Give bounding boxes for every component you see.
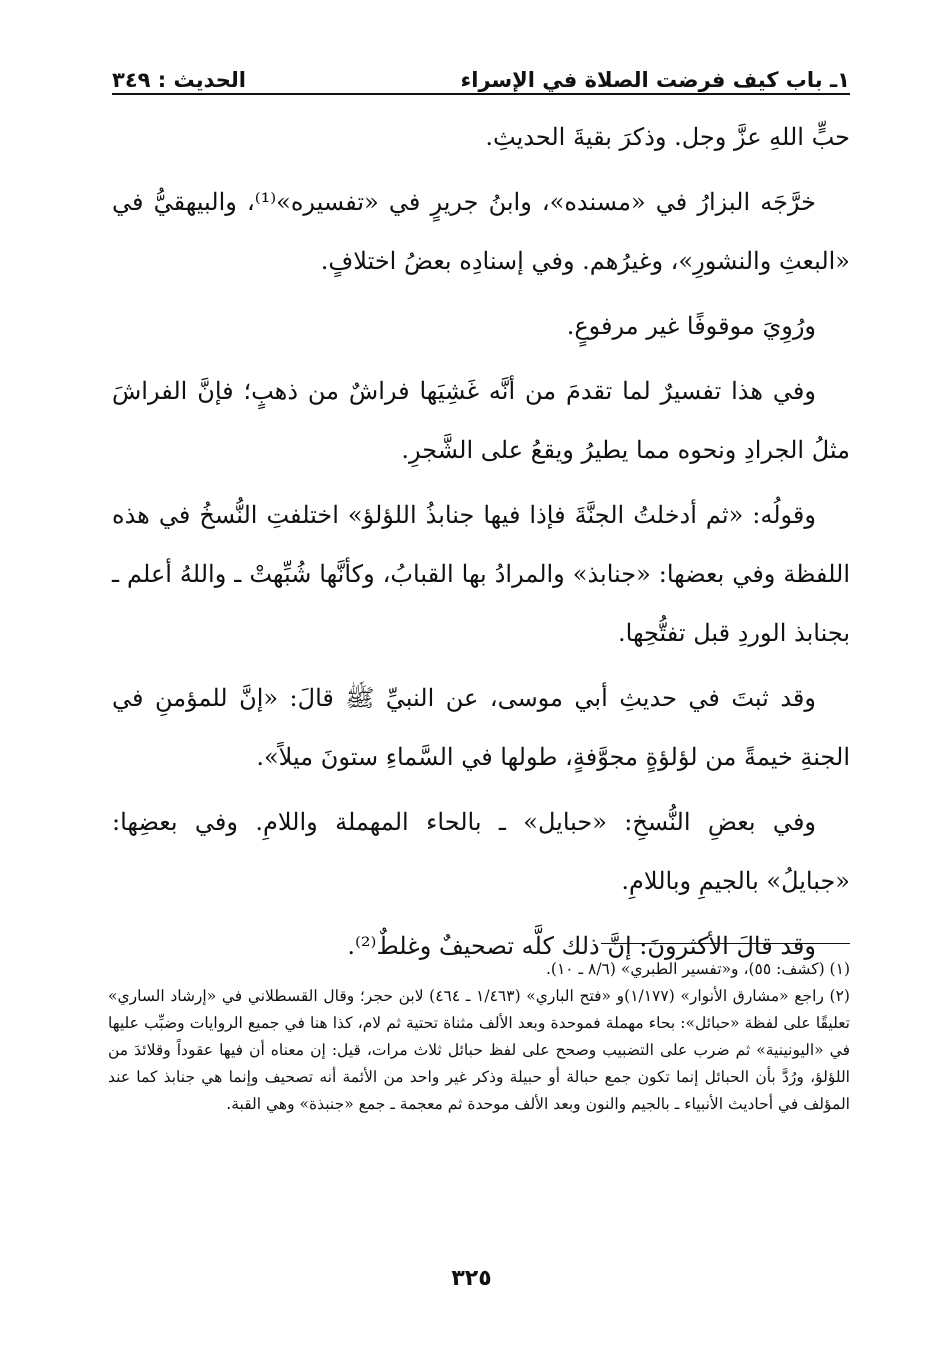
footnote-1: (١) (كشف: ٥٥)، و«تفسير الطبري» (٨/٦ ـ ١٠). <box>545 960 850 978</box>
footnote-2: (٢) راجع «مشارق الأنوار» (١/١٧٧)و «فتح الباري» (١/٤٦٣ ـ ٤٦٤) لابن حجر؛ وقال القسطلاني في «إرشاد الساري» تعليقًا على لفظة «حبائل»: بحاء مهملة فموحدة وبعد الألف مثناة تحتية ثم لام، كذا هنا في جميع الروايات وضبِّب عليها في «اليونينية» ثم ضرب على التضبيب وصحح على لفظ حبائل ثلاث مرات، قيل: إن معناه أن فيها عقوداً وقلائدَ من اللؤلؤ، ورُدَّ بأن الحبائل إنما تكون جمع حبالة أو حبيلة وذكر غير واحد من الأئمة أنه تصحيف وإنما هي جنابذ كما عند المؤلف في أحاديث الأنبياء ـ بالجيم والنون وبعد الألف موحدة ثم معجمة ـ جمع «جنبذة» وهي القبة. <box>108 987 850 1113</box>
paragraph: وفي بعضِ النُّسخِ: «حبايل» ـ بالحاء المهملة واللامِ. وفي بعضِها: «جبايلُ» بالجيمِ وباللامِ. <box>112 808 850 895</box>
footnote-divider <box>601 943 850 944</box>
chapter-title: ١ـ باب كيف فرضت الصلاة في الإسراء <box>460 68 850 92</box>
paragraph: وقد ثبتَ في حديثِ أبي موسى، عن النبيِّ ﷺ قالَ: «إنَّ للمؤمنِ في الجنةِ خيمةً من لؤلؤةٍ مجوَّفةٍ، طولها في السَّماءِ ستونَ ميلاً». <box>112 684 850 771</box>
hadith-number: الحديث : ٣٤٩ <box>112 68 246 92</box>
running-header <box>112 52 850 92</box>
footnotes <box>108 956 850 1118</box>
paragraph: وقولُه: «ثم أدخلتُ الجنَّةَ فإذا فيها جنابذُ اللؤلؤ» اختلفتِ النُّسخُ في هذه اللفظة وفي بعضها: «جنابذ» والمرادُ بها القبابُ، وكأنَّها شُبِّهتْ ـ واللهُ أعلم ـ بجنابذ الوردِ قبل تفتُّحِها. <box>112 501 850 647</box>
paragraph: ورُوِيَ موقوفًا غير مرفوعٍ. <box>566 312 816 340</box>
paragraph: وقد قالَ الأكثرونَ: إنَّ ذلك كلَّه تصحيفٌ وغلطٌ⁽²⁾. <box>347 932 816 960</box>
paragraph: وفي هذا تفسيرٌ لما تقدمَ من أنَّه غَشِيَها فراشٌ من ذهبٍ؛ فإنَّ الفراشَ مثلُ الجرادِ ونحوه مما يطيرُ ويقعُ على الشَّجرِ. <box>112 377 850 464</box>
paragraph: خرَّجَه البزارُ في «مسنده»، وابنُ جريرٍ في «تفسيره»⁽¹⁾، والبيهقيُّ في «البعثِ والنشورِ»، وغيرُهم. وفي إسنادِه بعضُ اختلافٍ. <box>112 188 850 275</box>
page-number: ٣٢٥ <box>451 1266 492 1291</box>
main-text <box>112 108 850 982</box>
header-divider <box>112 93 850 95</box>
paragraph: حبٍّ اللهِ عزَّ وجل. وذكرَ بقيةَ الحديثِ. <box>485 123 850 151</box>
